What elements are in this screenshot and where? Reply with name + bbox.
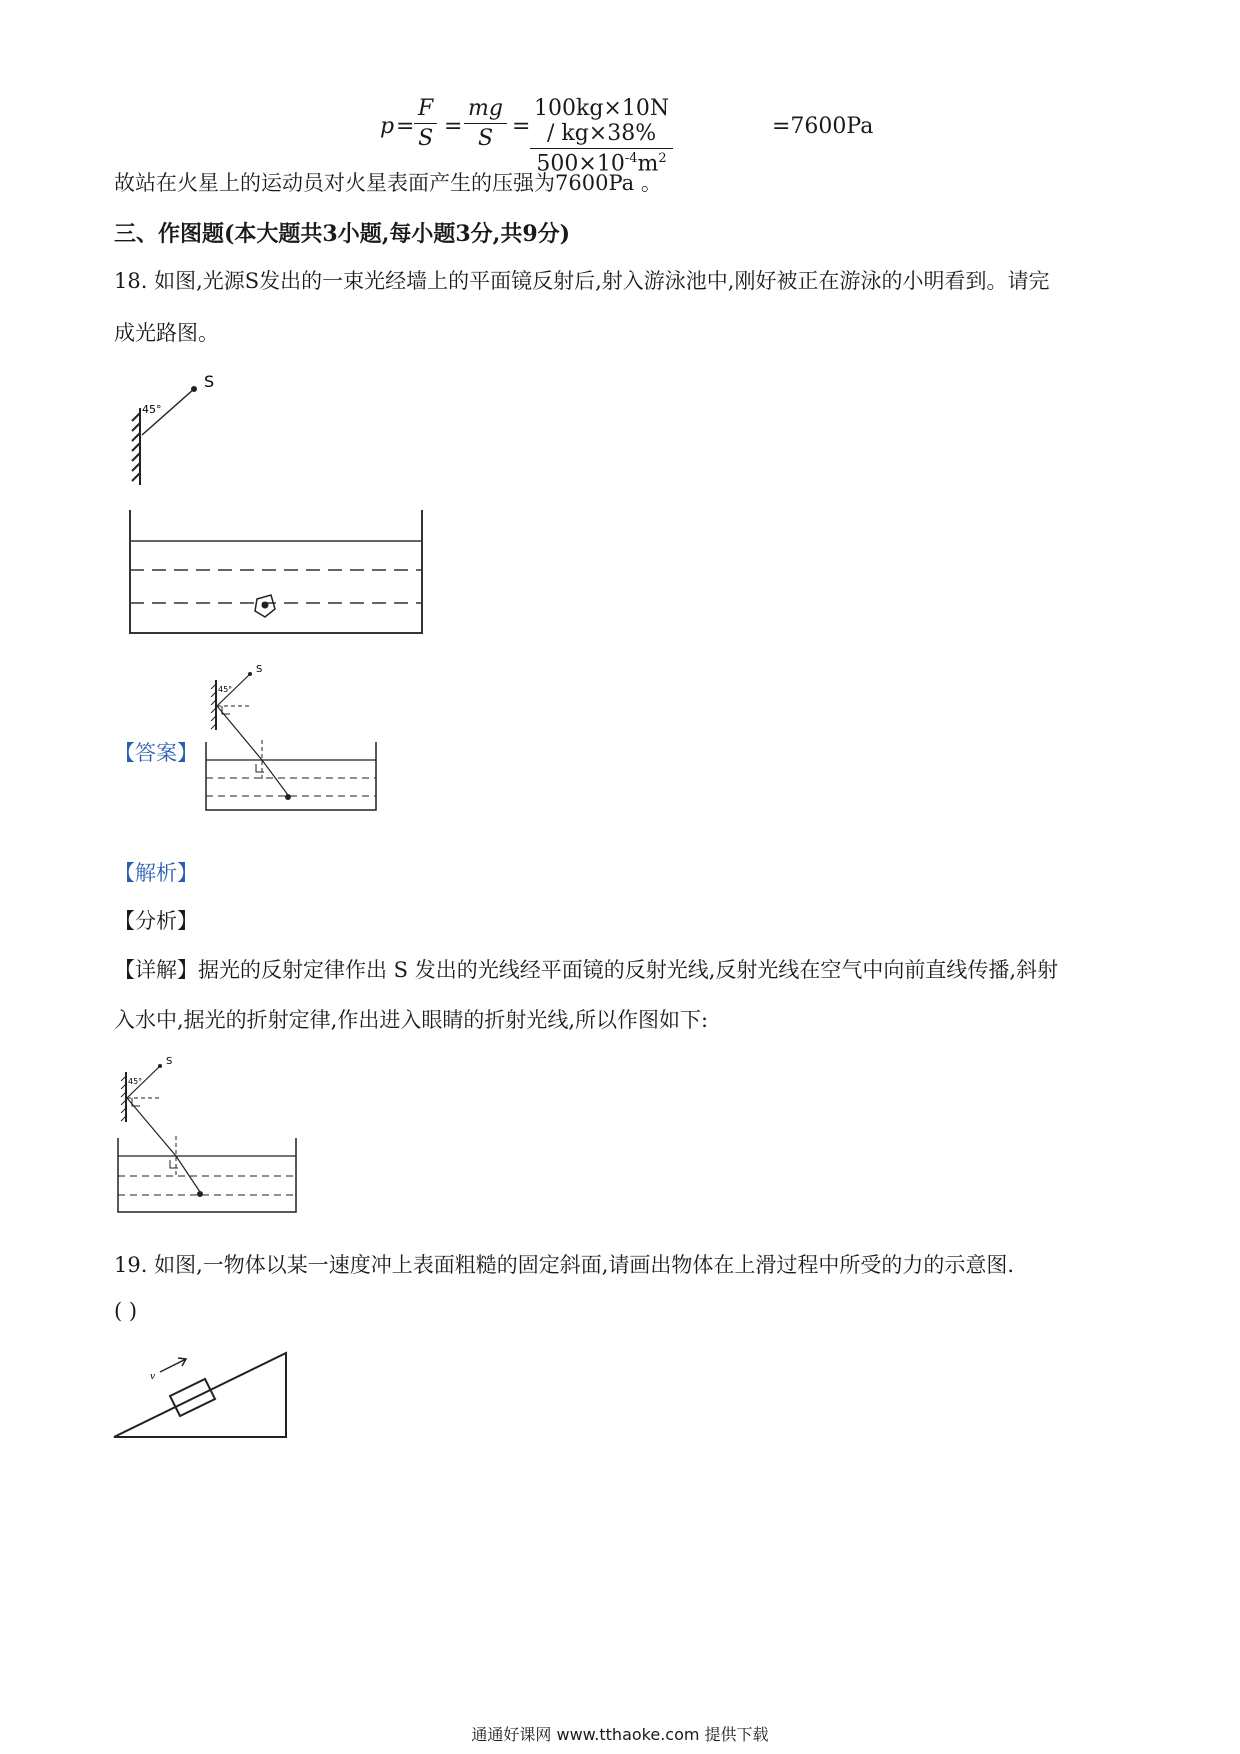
q18-text-line2: 成光路图。	[114, 321, 219, 345]
light-source-dot	[191, 386, 197, 392]
formula-eq3: =	[512, 114, 531, 139]
incline	[114, 1353, 286, 1437]
svg-text:45°: 45°	[128, 1077, 143, 1086]
detail-line2: 入水中,据光的折射定律,作出进入眼睛的折射光线,所以作图如下:	[114, 1008, 709, 1032]
fraction-mg-over-s: mg S	[464, 96, 507, 151]
formula-eq2: =	[444, 114, 463, 139]
svg-text:S: S	[256, 664, 263, 675]
formula-p: p	[380, 114, 395, 139]
fraction-numeric: 100kg×10N / kg×38% $500\times 10^{-4}m^2$	[530, 96, 673, 176]
answer-label: 【答案】	[114, 741, 198, 765]
q18-figure	[112, 365, 432, 645]
fraction-f-over-s: F S	[414, 96, 437, 151]
analysis-label: 【解析】	[114, 861, 198, 885]
angle-label: 45°	[142, 403, 162, 416]
detail-line1: 【详解】据光的反射定律作出 S 发出的光线经平面镜的反射光线,反射光线在空气中向前直线传播,斜射	[114, 958, 1059, 982]
formula-result: =7600Pa	[772, 114, 874, 139]
q18-text-line1: 18. 如图,光源S发出的一束光经墙上的平面镜反射后,射入游泳池中,刚好被正在游泳的小明看到。请完	[114, 269, 1050, 293]
svg-text:45°: 45°	[218, 685, 233, 694]
section-heading: 三、作图题(本大题共3小题,每小题3分,共9分)	[114, 221, 571, 247]
pool	[130, 510, 422, 633]
detail-tag: 【详解】	[114, 958, 198, 982]
footer: 通通好课网 www.tthaoke.com 提供下载	[471, 1725, 769, 1744]
formula-eq1: =	[396, 114, 415, 139]
source-label: S	[204, 372, 215, 391]
answer-figure	[200, 660, 390, 820]
svg-text:S: S	[166, 1056, 173, 1067]
block	[170, 1379, 215, 1416]
q19-incline-figure	[110, 1345, 300, 1445]
fenxi-label: 【分析】	[114, 909, 198, 933]
detail-figure	[110, 1052, 310, 1224]
swimmer-eye-icon	[255, 595, 275, 617]
conclusion-text: 故站在火星上的运动员对火星表面产生的压强为7600Pa 。	[114, 171, 662, 195]
velocity-label: v	[150, 1372, 156, 1382]
q19-text: 19. 如图,一物体以某一速度冲上表面粗糙的固定斜面,请画出物体在上滑过程中所受的力的示意图.	[114, 1253, 1015, 1277]
q19-answer-blank: ( )	[114, 1299, 138, 1323]
